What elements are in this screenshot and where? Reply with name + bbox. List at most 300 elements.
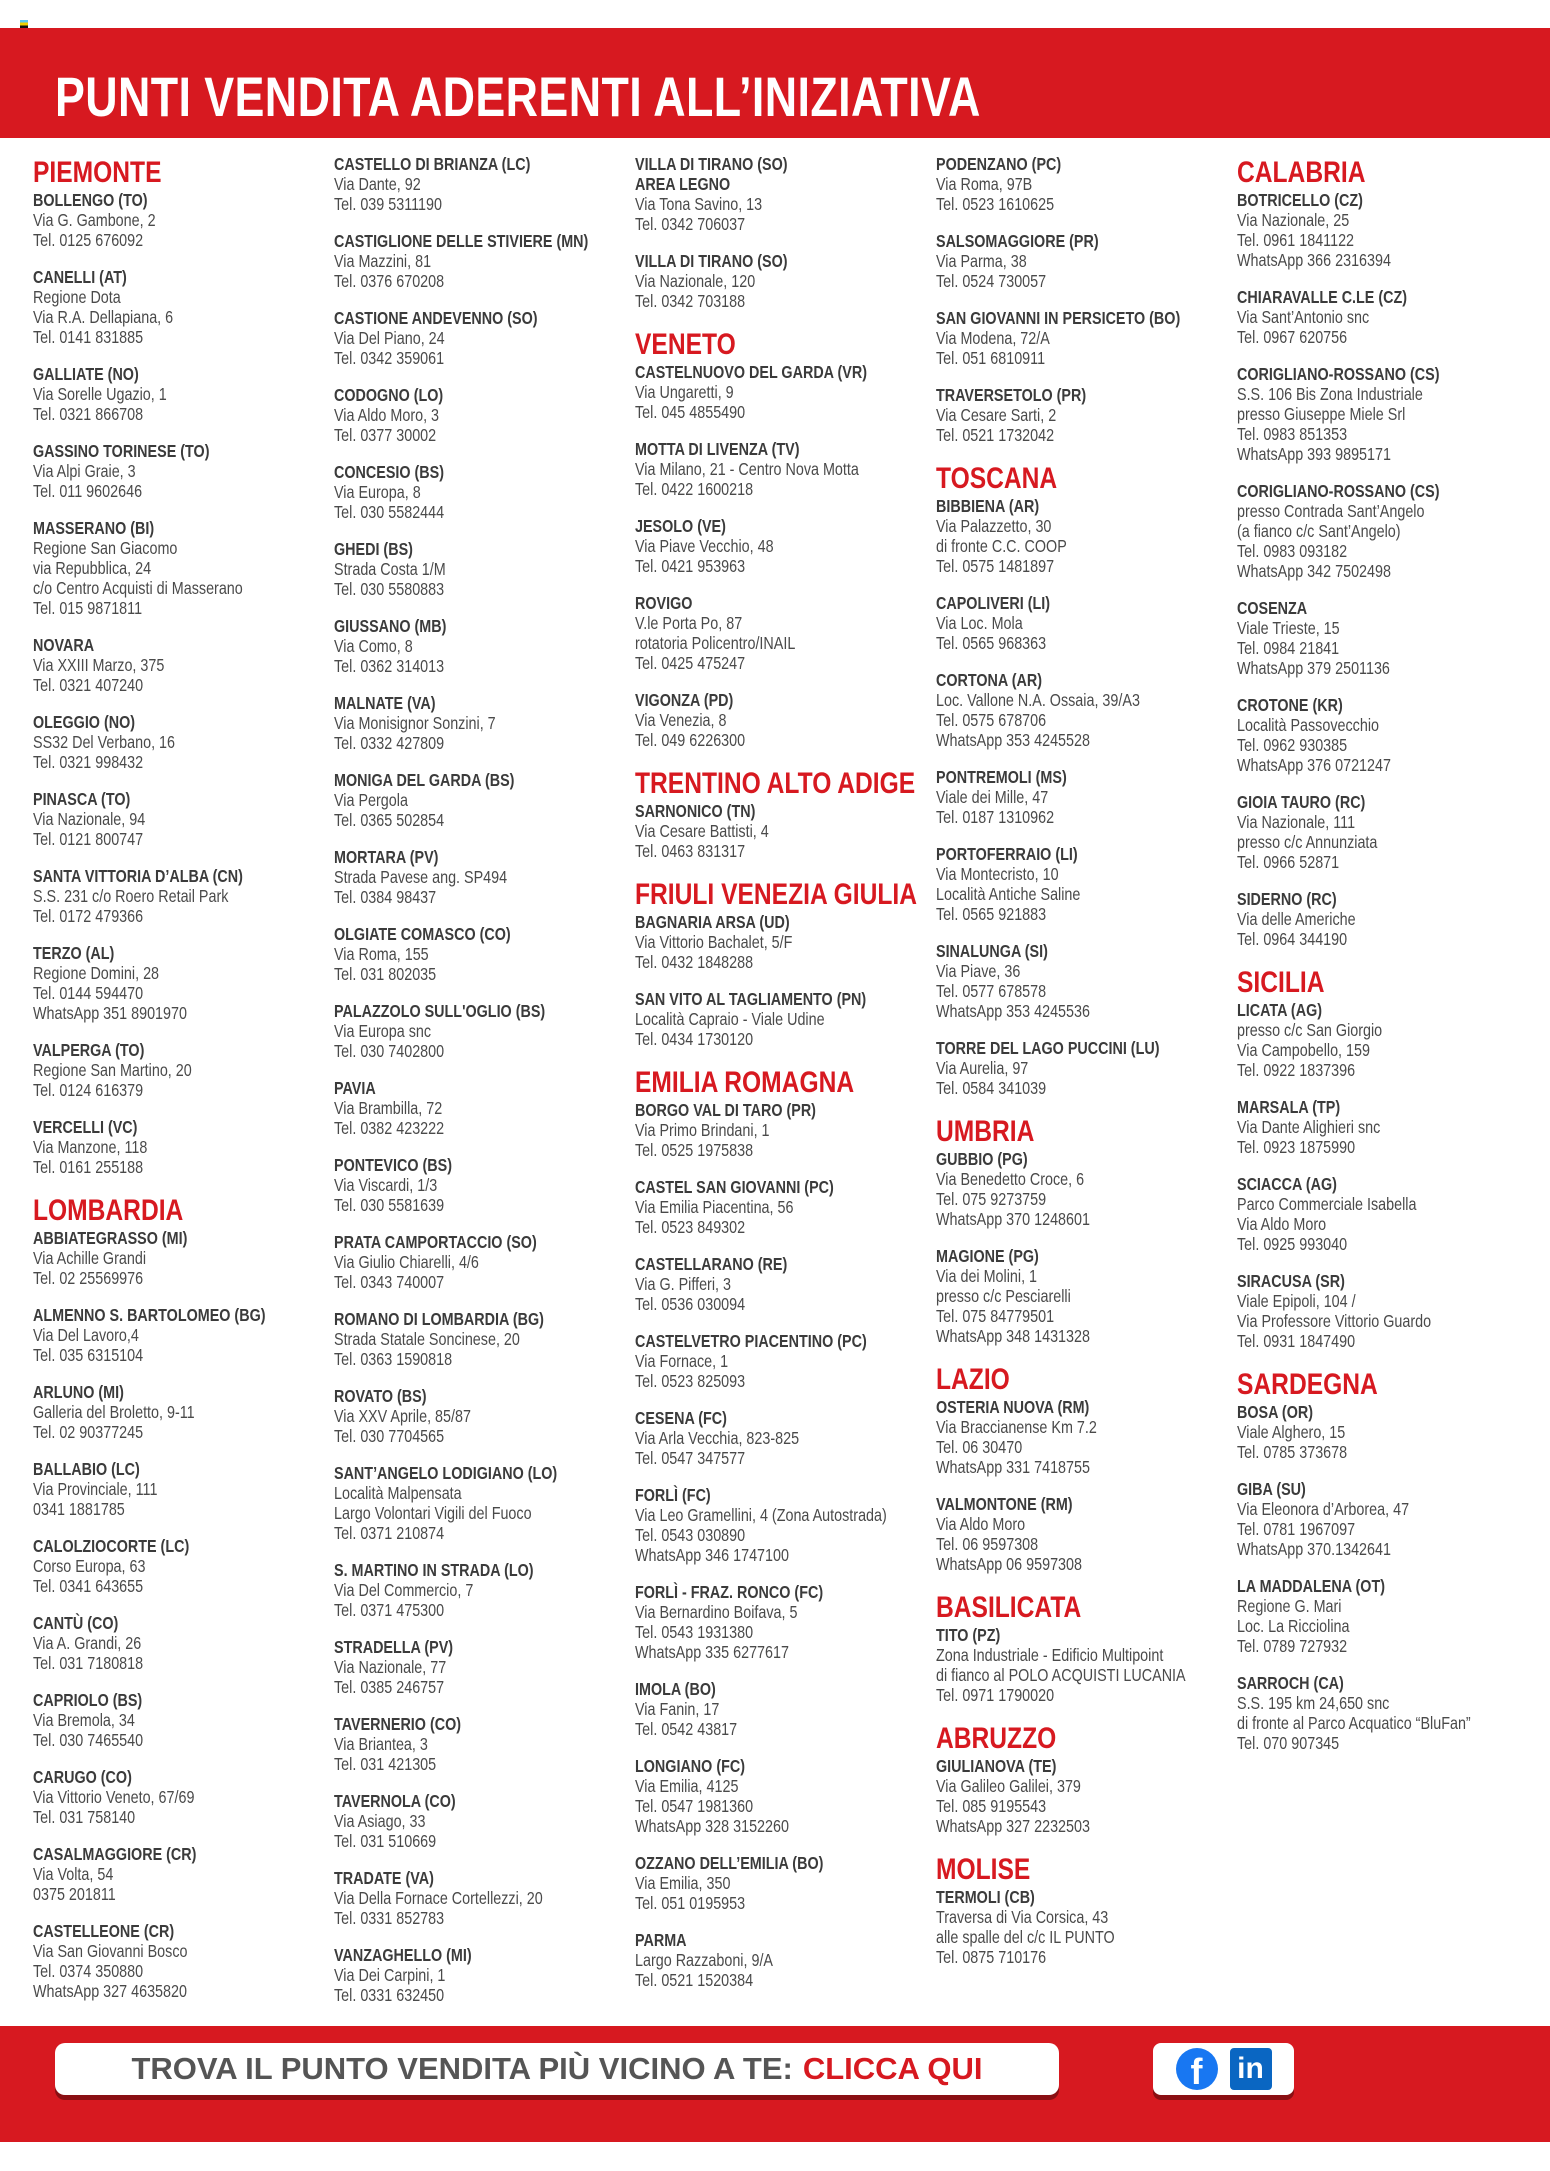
store-address: Via Pergola bbox=[334, 790, 408, 810]
store-phone: Tel. 0331 852783 bbox=[334, 1908, 445, 1928]
store-phone: Tel. 0964 344190 bbox=[1237, 929, 1348, 949]
store-address: Via Alpi Graie, 3 bbox=[33, 461, 136, 481]
store-address: Corso Europa, 63 bbox=[33, 1556, 146, 1576]
store-whatsapp: WhatsApp 370.1342641 bbox=[1237, 1539, 1391, 1559]
store-entry bbox=[635, 1408, 934, 1468]
store-address: di fronte al Parco Acquatico “BluFan” bbox=[1237, 1713, 1471, 1733]
store-address: Via Professore Vittorio Guardo bbox=[1237, 1311, 1432, 1331]
store-name: CASTIGLIONE DELLE STIVIERE (MN) bbox=[334, 231, 589, 251]
store-whatsapp: WhatsApp 351 8901970 bbox=[33, 1003, 187, 1023]
store-name: COSENZA bbox=[1237, 598, 1308, 618]
store-address: Via Fanin, 17 bbox=[635, 1699, 720, 1719]
store-whatsapp: WhatsApp 335 6277617 bbox=[635, 1642, 789, 1662]
store-address: Via Aldo Moro bbox=[936, 1514, 1026, 1534]
store-phone: Tel. 0382 423222 bbox=[334, 1118, 445, 1138]
store-name: BORGO VAL DI TARO (PR) bbox=[635, 1100, 816, 1120]
store-address: Via Aldo Moro bbox=[1237, 1214, 1327, 1234]
store-phone: Tel. 0542 43817 bbox=[635, 1719, 738, 1739]
store-name: CARUGO (CO) bbox=[33, 1767, 132, 1787]
store-name: GUBBIO (PG) bbox=[936, 1149, 1028, 1169]
store-entry bbox=[334, 1155, 633, 1215]
store-name: CAPRIOLO (BS) bbox=[33, 1690, 143, 1710]
store-name: FORLÌ - FRAZ. RONCO (FC) bbox=[635, 1582, 824, 1602]
store-address: Via Loc. Mola bbox=[936, 613, 1023, 633]
store-whatsapp: WhatsApp 327 4635820 bbox=[33, 1981, 187, 2001]
region-heading: FRIULI VENEZIA GIULIA bbox=[635, 878, 917, 911]
store-name: TAVERNOLA (CO) bbox=[334, 1791, 456, 1811]
store-address: Via Provinciale, 111 bbox=[33, 1479, 158, 1499]
store-name: GIOIA TAURO (RC) bbox=[1237, 792, 1366, 812]
store-entry bbox=[1237, 792, 1536, 872]
linkedin-icon[interactable]: in bbox=[1230, 2048, 1272, 2090]
store-whatsapp: WhatsApp 331 7418755 bbox=[936, 1457, 1090, 1477]
store-address: Via G. Pifferi, 3 bbox=[635, 1274, 731, 1294]
store-address: Località Capraio - Viale Udine bbox=[635, 1009, 825, 1029]
store-phone: Tel. 030 5582444 bbox=[334, 502, 445, 522]
store-entry bbox=[936, 1149, 1235, 1229]
store-address: Via R.A. Dellapiana, 6 bbox=[33, 307, 174, 327]
store-entry bbox=[635, 1679, 934, 1739]
store-address: Viale dei Mille, 47 bbox=[936, 787, 1049, 807]
store-address: Via Emilia, 350 bbox=[635, 1873, 731, 1893]
store-phone: Tel. 0925 993040 bbox=[1237, 1234, 1348, 1254]
store-name: S. MARTINO IN STRADA (LO) bbox=[334, 1560, 534, 1580]
store-phone: Tel. 045 4855490 bbox=[635, 402, 746, 422]
store-name: VALMONTONE (RM) bbox=[936, 1494, 1073, 1514]
store-name: CASTIONE ANDEVENNO (SO) bbox=[334, 308, 538, 328]
store-name: VANZAGHELLO (MI) bbox=[334, 1945, 472, 1965]
store-address: Via Achille Grandi bbox=[33, 1248, 147, 1268]
store-entry bbox=[1237, 190, 1536, 270]
store-phone: Tel. 0584 341039 bbox=[936, 1078, 1047, 1098]
store-address: Via Nazionale, 25 bbox=[1237, 210, 1350, 230]
store-name: CASTELVETRO PIACENTINO (PC) bbox=[635, 1331, 867, 1351]
store-phone: Tel. 0983 093182 bbox=[1237, 541, 1348, 561]
store-phone: Tel. 0172 479366 bbox=[33, 906, 144, 926]
store-phone: Tel. 0161 255188 bbox=[33, 1157, 144, 1177]
store-name: CASTEL SAN GIOVANNI (PC) bbox=[635, 1177, 834, 1197]
store-address: Loc. Vallone N.A. Ossaia, 39/A3 bbox=[936, 690, 1140, 710]
store-name: CORIGLIANO-ROSSANO (CS) bbox=[1237, 364, 1440, 384]
store-address: Via Del Commercio, 7 bbox=[334, 1580, 474, 1600]
store-address: Via Mazzini, 81 bbox=[334, 251, 432, 271]
store-phone: Tel. 030 7402800 bbox=[334, 1041, 445, 1061]
store-phone: Tel. 075 84779501 bbox=[936, 1306, 1055, 1326]
store-name: TERMOLI (CB) bbox=[936, 1887, 1035, 1907]
store-name: TAVERNERIO (CO) bbox=[334, 1714, 462, 1734]
store-phone: Tel. 030 5580883 bbox=[334, 579, 445, 599]
store-entry bbox=[1237, 364, 1536, 464]
store-phone: Tel. 0781 1967097 bbox=[1237, 1519, 1356, 1539]
store-address: Via G. Gambone, 2 bbox=[33, 210, 156, 230]
store-name: VERCELLI (VC) bbox=[33, 1117, 138, 1137]
region-heading: TOSCANA bbox=[936, 462, 1058, 495]
store-entry bbox=[635, 154, 934, 234]
store-address: Località Passovecchio bbox=[1237, 715, 1379, 735]
store-address: di fronte C.C. COOP bbox=[936, 536, 1067, 556]
store-name: CANELLI (AT) bbox=[33, 267, 127, 287]
store-address: Strada Costa 1/M bbox=[334, 559, 446, 579]
store-entry bbox=[936, 844, 1235, 924]
region-heading: TRENTINO ALTO ADIGE bbox=[635, 767, 916, 800]
store-address: Via Venezia, 8 bbox=[635, 710, 727, 730]
store-address: Via Della Fornace Cortellezzi, 20 bbox=[334, 1888, 543, 1908]
store-name: SARROCH (CA) bbox=[1237, 1673, 1344, 1693]
store-phone: Tel. 0434 1730120 bbox=[635, 1029, 754, 1049]
store-name: JESOLO (VE) bbox=[635, 516, 726, 536]
store-name: TRADATE (VA) bbox=[334, 1868, 434, 1888]
store-entry bbox=[334, 847, 633, 907]
store-name: BOLLENGO (TO) bbox=[33, 190, 148, 210]
store-phone: Tel. 0577 678578 bbox=[936, 981, 1047, 1001]
store-address: Via Fornace, 1 bbox=[635, 1351, 729, 1371]
store-name: GIBA (SU) bbox=[1237, 1479, 1306, 1499]
store-name: BAGNARIA ARSA (UD) bbox=[635, 912, 790, 932]
store-address: S.S. 195 km 24,650 snc bbox=[1237, 1693, 1390, 1713]
region-heading: LOMBARDIA bbox=[33, 1194, 184, 1227]
store-entry bbox=[33, 441, 332, 501]
store-phone: Tel. 0377 30002 bbox=[334, 425, 437, 445]
store-entry bbox=[33, 635, 332, 695]
store-address: Via Braccianense Km 7.2 bbox=[936, 1417, 1097, 1437]
store-phone: Tel. 031 510669 bbox=[334, 1831, 437, 1851]
store-entry bbox=[936, 1887, 1235, 1967]
region-heading: CALABRIA bbox=[1237, 156, 1366, 189]
store-phone: Tel. 0523 849302 bbox=[635, 1217, 746, 1237]
store-entry bbox=[334, 1560, 633, 1620]
store-address: Via Aurelia, 97 bbox=[936, 1058, 1029, 1078]
store-phone: Tel. 0121 800747 bbox=[33, 829, 144, 849]
store-entry bbox=[33, 866, 332, 926]
store-phone: Tel. 0875 710176 bbox=[936, 1947, 1047, 1967]
store-phone: Tel. 049 6226300 bbox=[635, 730, 746, 750]
store-name: SANT’ANGELO LODIGIANO (LO) bbox=[334, 1463, 558, 1483]
store-phone: Tel. 085 9195543 bbox=[936, 1796, 1047, 1816]
store-phone: Tel. 0343 740007 bbox=[334, 1272, 445, 1292]
store-entry bbox=[334, 154, 633, 214]
store-address: Via Viscardi, 1/3 bbox=[334, 1175, 438, 1195]
store-name: GIULIANOVA (TE) bbox=[936, 1756, 1057, 1776]
store-address: Via Primo Brindani, 1 bbox=[635, 1120, 770, 1140]
store-address: Via Dei Carpini, 1 bbox=[334, 1965, 446, 1985]
store-entry bbox=[334, 616, 633, 676]
store-entry bbox=[33, 364, 332, 424]
store-address: Via Cesare Sarti, 2 bbox=[936, 405, 1057, 425]
store-address: Via Modena, 72/A bbox=[936, 328, 1050, 348]
store-address: presso Contrada Sant’Angelo bbox=[1237, 501, 1425, 521]
store-address: Via Brambilla, 72 bbox=[334, 1098, 443, 1118]
store-address: Regione Domini, 28 bbox=[33, 963, 160, 983]
store-name: CORTONA (AR) bbox=[936, 670, 1043, 690]
store-phone: Tel. 0331 632450 bbox=[334, 1985, 445, 2005]
store-name: PRATA CAMPORTACCIO (SO) bbox=[334, 1232, 537, 1252]
store-phone: Tel. 031 802035 bbox=[334, 964, 437, 984]
store-address: Largo Razzaboni, 9/A bbox=[635, 1950, 774, 1970]
store-entry bbox=[635, 1756, 934, 1836]
store-address: Via Vittorio Veneto, 67/69 bbox=[33, 1787, 195, 1807]
store-phone: Tel. 0321 866708 bbox=[33, 404, 144, 424]
store-address: Regione San Martino, 20 bbox=[33, 1060, 192, 1080]
store-address: (a fianco c/c Sant’Angelo) bbox=[1237, 521, 1401, 541]
store-name: CANTÙ (CO) bbox=[33, 1613, 119, 1633]
store-name: CODOGNO (LO) bbox=[334, 385, 444, 405]
store-phone: Tel. 0371 475300 bbox=[334, 1600, 445, 1620]
store-phone: Tel. 0525 1975838 bbox=[635, 1140, 754, 1160]
store-address: presso c/c Annunziata bbox=[1237, 832, 1378, 852]
store-phone: Tel. 031 421305 bbox=[334, 1754, 437, 1774]
store-whatsapp: WhatsApp 327 2232503 bbox=[936, 1816, 1090, 1836]
store-entry bbox=[1237, 695, 1536, 775]
store-name: ROMANO DI LOMBARDIA (BG) bbox=[334, 1309, 544, 1329]
store-address: Via Palazzetto, 30 bbox=[936, 516, 1052, 536]
store-address: Via Asiago, 33 bbox=[334, 1811, 426, 1831]
store-address: Via Milano, 21 - Centro Nova Motta bbox=[635, 459, 859, 479]
store-entry bbox=[936, 1756, 1235, 1836]
store-entry bbox=[936, 385, 1235, 445]
store-entry bbox=[635, 1853, 934, 1913]
store-entry bbox=[1237, 1000, 1536, 1080]
store-entry bbox=[635, 251, 934, 311]
find-store-label: TROVA IL PUNTO VENDITA PIÙ VICINO A TE: bbox=[131, 2051, 793, 2086]
store-entry bbox=[334, 1001, 633, 1061]
store-phone: Tel. 0931 1847490 bbox=[1237, 1331, 1356, 1351]
store-name: STRADELLA (PV) bbox=[334, 1637, 454, 1657]
store-entry bbox=[936, 593, 1235, 653]
store-phone: Tel. 0342 703188 bbox=[635, 291, 746, 311]
store-entry bbox=[936, 1625, 1235, 1705]
store-name: CASTELLO DI BRIANZA (LC) bbox=[334, 154, 531, 174]
store-address: Via Europa snc bbox=[334, 1021, 432, 1041]
store-address: Via Ungaretti, 9 bbox=[635, 382, 734, 402]
store-name: OLGIATE COMASCO (CO) bbox=[334, 924, 511, 944]
store-phone: Tel. 070 907345 bbox=[1237, 1733, 1340, 1753]
store-phone: Tel. 0422 1600218 bbox=[635, 479, 754, 499]
store-address: Via Volta, 54 bbox=[33, 1864, 114, 1884]
store-entry bbox=[334, 1232, 633, 1292]
store-address: Via Nazionale, 120 bbox=[635, 271, 756, 291]
store-address: Via Nazionale, 94 bbox=[33, 809, 146, 829]
store-entry bbox=[334, 1714, 633, 1774]
store-entry bbox=[635, 1177, 934, 1237]
store-name: SIDERNO (RC) bbox=[1237, 889, 1337, 909]
store-name: GASSINO TORINESE (TO) bbox=[33, 441, 210, 461]
store-address: Regione Dota bbox=[33, 287, 121, 307]
print-color-marks bbox=[20, 20, 28, 28]
store-name: CASALMAGGIORE (CR) bbox=[33, 1844, 197, 1864]
store-phone: Tel. 0384 98437 bbox=[334, 887, 437, 907]
stores-column-3 bbox=[635, 154, 934, 2007]
store-name: ROVATO (BS) bbox=[334, 1386, 427, 1406]
store-phone: Tel. 0565 968363 bbox=[936, 633, 1047, 653]
store-address: Galleria del Broletto, 9-11 bbox=[33, 1402, 195, 1422]
store-entry bbox=[936, 670, 1235, 750]
store-name: CAPOLIVERI (LI) bbox=[936, 593, 1051, 613]
store-entry bbox=[334, 385, 633, 445]
store-entry bbox=[33, 789, 332, 849]
store-address: Via Monisignor Sonzini, 7 bbox=[334, 713, 496, 733]
store-name: TRAVERSETOLO (PR) bbox=[936, 385, 1087, 405]
store-address: Via Sant’Antonio snc bbox=[1237, 307, 1370, 327]
store-address: Via Galileo Galilei, 379 bbox=[936, 1776, 1081, 1796]
store-entry bbox=[334, 1309, 633, 1369]
store-address: Via XXV Aprile, 85/87 bbox=[334, 1406, 471, 1426]
store-address: S.S. 231 c/o Roero Retail Park bbox=[33, 886, 229, 906]
store-address: Via Roma, 155 bbox=[334, 944, 429, 964]
store-phone: Tel. 0523 1610625 bbox=[936, 194, 1055, 214]
store-name: PODENZANO (PC) bbox=[936, 154, 1062, 174]
store-entry bbox=[936, 1038, 1235, 1098]
store-subname: AREA LEGNO bbox=[635, 174, 731, 194]
store-address: Via Europa, 8 bbox=[334, 482, 421, 502]
store-name: CASTELLARANO (RE) bbox=[635, 1254, 788, 1274]
store-whatsapp: WhatsApp 348 1431328 bbox=[936, 1326, 1090, 1346]
store-name: ALMENNO S. BARTOLOMEO (BG) bbox=[33, 1305, 266, 1325]
store-name: ARLUNO (MI) bbox=[33, 1382, 124, 1402]
store-phone: Tel. 030 7465540 bbox=[33, 1730, 144, 1750]
store-phone: Tel. 011 9602646 bbox=[33, 481, 143, 501]
page-footer bbox=[0, 2026, 1550, 2142]
region-heading: PIEMONTE bbox=[33, 156, 162, 189]
store-entry bbox=[33, 1921, 332, 2001]
store-entry bbox=[1237, 889, 1536, 949]
store-phone: Tel. 031 7180818 bbox=[33, 1653, 144, 1673]
region-heading: VENETO bbox=[635, 328, 736, 361]
store-whatsapp: WhatsApp 342 7502498 bbox=[1237, 561, 1391, 581]
social-links bbox=[1153, 2043, 1294, 2095]
store-entry bbox=[33, 1536, 332, 1596]
page-header bbox=[0, 28, 1550, 138]
store-name: CROTONE (KR) bbox=[1237, 695, 1343, 715]
store-phone: Tel. 0543 1931380 bbox=[635, 1622, 754, 1642]
store-address: c/o Centro Acquisti di Masserano bbox=[33, 578, 243, 598]
store-address: Via Piave, 36 bbox=[936, 961, 1021, 981]
store-entry bbox=[635, 1254, 934, 1314]
store-entry bbox=[635, 912, 934, 972]
store-name: BOTRICELLO (CZ) bbox=[1237, 190, 1363, 210]
store-phone: Tel. 075 9273759 bbox=[936, 1189, 1047, 1209]
store-name: MALNATE (VA) bbox=[334, 693, 436, 713]
store-phone: Tel. 051 0195953 bbox=[635, 1893, 746, 1913]
store-name: PONTEVICO (BS) bbox=[334, 1155, 453, 1175]
store-whatsapp: WhatsApp 379 2501136 bbox=[1237, 658, 1390, 678]
store-name: LA MADDALENA (OT) bbox=[1237, 1576, 1385, 1596]
store-address: Via Arla Vecchia, 823-825 bbox=[635, 1428, 800, 1448]
store-phone: Tel. 0543 030890 bbox=[635, 1525, 746, 1545]
store-address: Via Del Lavoro,4 bbox=[33, 1325, 139, 1345]
store-address: Via San Giovanni Bosco bbox=[33, 1941, 188, 1961]
store-phone: Tel. 0922 1837396 bbox=[1237, 1060, 1356, 1080]
store-address: Via Campobello, 159 bbox=[1237, 1040, 1370, 1060]
store-name: SAN VITO AL TAGLIAMENTO (PN) bbox=[635, 989, 867, 1009]
stores-column-5 bbox=[1237, 154, 1536, 1770]
store-address: Loc. La Ricciolina bbox=[1237, 1616, 1350, 1636]
stores-column-4 bbox=[936, 154, 1235, 1984]
store-entry bbox=[635, 989, 934, 1049]
facebook-icon[interactable]: f bbox=[1176, 2048, 1218, 2090]
store-address: Parco Commerciale Isabella bbox=[1237, 1194, 1417, 1214]
store-phone: Tel. 0144 594470 bbox=[33, 983, 144, 1003]
store-phone: Tel. 0341 643655 bbox=[33, 1576, 144, 1596]
store-name: SARNONICO (TN) bbox=[635, 801, 756, 821]
store-name: OZZANO DELL’EMILIA (BO) bbox=[635, 1853, 824, 1873]
store-phone: Tel. 051 6810911 bbox=[936, 348, 1046, 368]
store-phone: Tel. 0432 1848288 bbox=[635, 952, 754, 972]
find-store-button[interactable] bbox=[55, 2043, 1059, 2095]
store-name: SIRACUSA (SR) bbox=[1237, 1271, 1345, 1291]
store-entry bbox=[936, 1246, 1235, 1346]
store-entry bbox=[334, 1945, 633, 2005]
store-address: Via Emilia, 4125 bbox=[635, 1776, 739, 1796]
store-entry bbox=[334, 1637, 633, 1697]
store-name: CESENA (FC) bbox=[635, 1408, 727, 1428]
store-name: CHIARAVALLE C.LE (CZ) bbox=[1237, 287, 1408, 307]
store-address: Zona Industriale - Edificio Multipoint bbox=[936, 1645, 1164, 1665]
store-entry bbox=[33, 1305, 332, 1365]
store-entry bbox=[334, 539, 633, 599]
store-entry bbox=[936, 1494, 1235, 1574]
store-address: Via Roma, 97B bbox=[936, 174, 1033, 194]
store-name: VILLA DI TIRANO (SO) bbox=[635, 154, 788, 174]
store-address: Via Bremola, 34 bbox=[33, 1710, 135, 1730]
store-name: CALOLZIOCORTE (LC) bbox=[33, 1536, 190, 1556]
store-name: PAVIA bbox=[334, 1078, 376, 1098]
store-name: BALLABIO (LC) bbox=[33, 1459, 140, 1479]
region-heading: SARDEGNA bbox=[1237, 1368, 1378, 1401]
store-entry bbox=[33, 1844, 332, 1904]
click-here-link[interactable]: CLICCA QUI bbox=[802, 2051, 983, 2086]
store-entry bbox=[334, 1791, 633, 1851]
store-address: Via Benedetto Croce, 6 bbox=[936, 1169, 1085, 1189]
store-name: OSTERIA NUOVA (RM) bbox=[936, 1397, 1090, 1417]
region-heading: SICILIA bbox=[1237, 966, 1325, 999]
store-name: ABBIATEGRASSO (MI) bbox=[33, 1228, 188, 1248]
store-entry bbox=[936, 154, 1235, 214]
store-name: SCIACCA (AG) bbox=[1237, 1174, 1337, 1194]
store-name: FORLÌ (FC) bbox=[635, 1485, 711, 1505]
store-phone: Tel. 0425 475247 bbox=[635, 653, 746, 673]
store-whatsapp: WhatsApp 370 1248601 bbox=[936, 1209, 1090, 1229]
store-name: NOVARA bbox=[33, 635, 95, 655]
store-phone: Tel. 0524 730057 bbox=[936, 271, 1047, 291]
store-phone: Tel. 0321 998432 bbox=[33, 752, 144, 772]
store-entry bbox=[635, 362, 934, 422]
region-heading: LAZIO bbox=[936, 1363, 1010, 1396]
store-address: Via Parma, 38 bbox=[936, 251, 1027, 271]
region-heading: BASILICATA bbox=[936, 1591, 1082, 1624]
store-entry bbox=[334, 231, 633, 291]
store-whatsapp: WhatsApp 346 1747100 bbox=[635, 1545, 789, 1565]
store-name: TORRE DEL LAGO PUCCINI (LU) bbox=[936, 1038, 1160, 1058]
store-phone: Tel. 0125 676092 bbox=[33, 230, 144, 250]
store-phone: Tel. 0421 953963 bbox=[635, 556, 746, 576]
store-name: SAN GIOVANNI IN PERSICETO (BO) bbox=[936, 308, 1181, 328]
store-phone: Tel. 031 758140 bbox=[33, 1807, 136, 1827]
store-entry bbox=[33, 712, 332, 772]
store-address: Via Como, 8 bbox=[334, 636, 413, 656]
store-entry bbox=[33, 1228, 332, 1288]
store-name: TERZO (AL) bbox=[33, 943, 115, 963]
store-address: Via Leo Gramellini, 4 (Zona Autostrada) bbox=[635, 1505, 887, 1525]
store-address: Via Vittorio Bachalet, 5/F bbox=[635, 932, 793, 952]
store-address: V.le Porta Po, 87 bbox=[635, 613, 743, 633]
store-phone: Tel. 0789 727932 bbox=[1237, 1636, 1348, 1656]
store-address: Viale Epipoli, 104 / bbox=[1237, 1291, 1356, 1311]
store-name: OLEGGIO (NO) bbox=[33, 712, 136, 732]
region-heading: ABRUZZO bbox=[936, 1722, 1057, 1755]
store-whatsapp: WhatsApp 06 9597308 bbox=[936, 1554, 1083, 1574]
store-phone: Tel. 02 90377245 bbox=[33, 1422, 144, 1442]
store-whatsapp: WhatsApp 328 3152260 bbox=[635, 1816, 789, 1836]
